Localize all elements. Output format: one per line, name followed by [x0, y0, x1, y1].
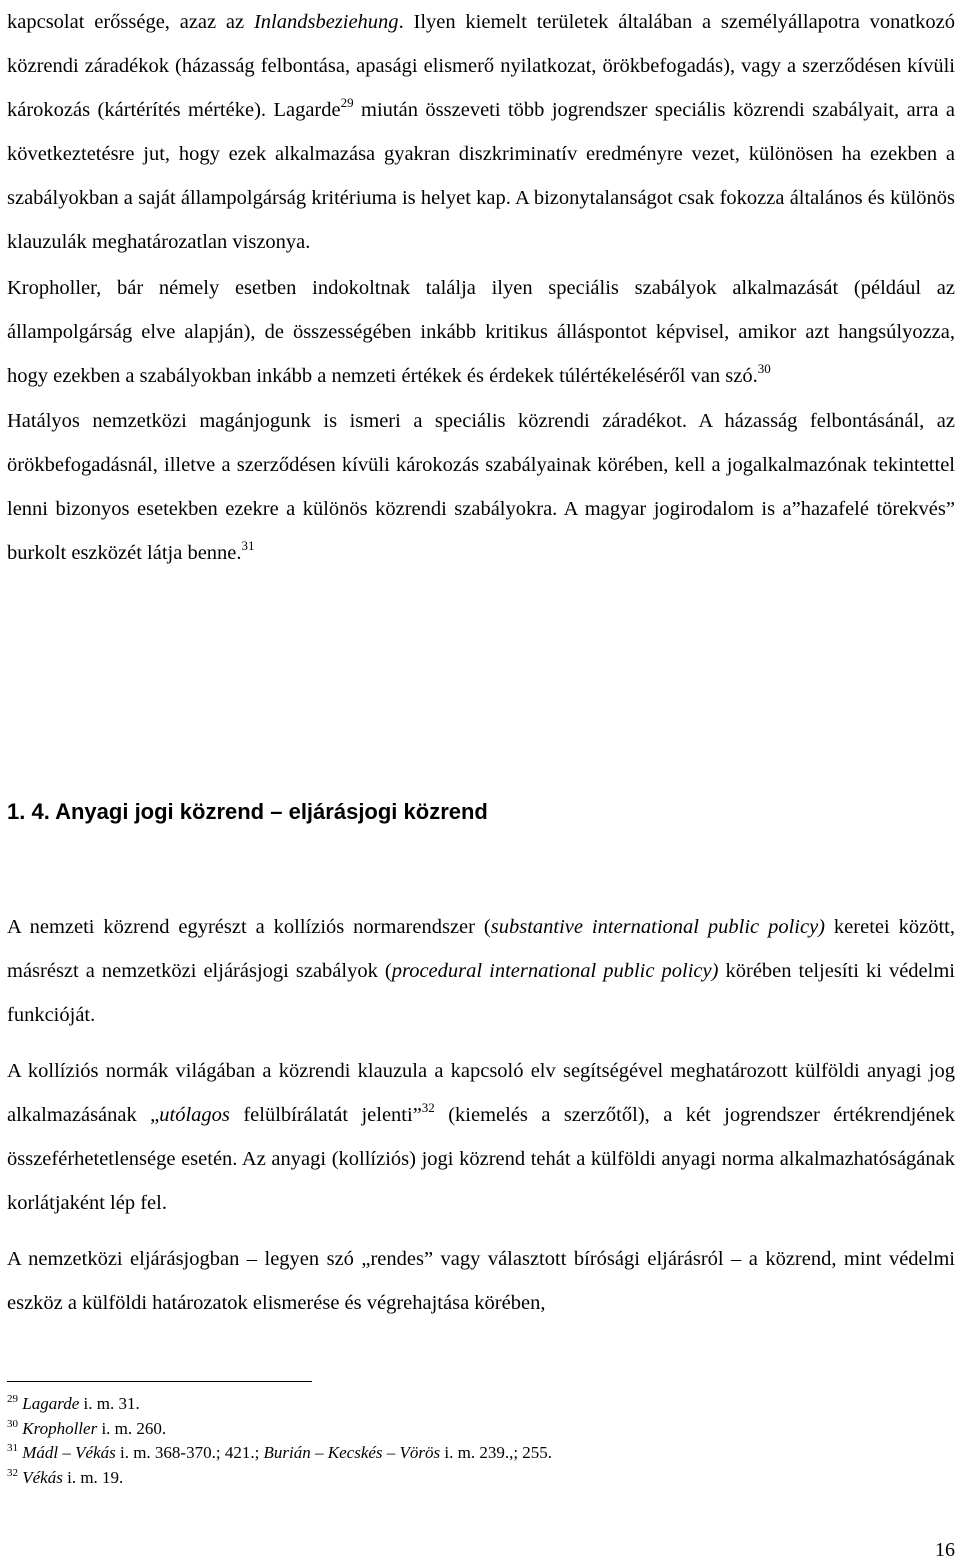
- footnote-ref-31: 31: [241, 538, 255, 553]
- footnote-32: $^{32}$ Vékás i. m. 19.: [7, 1466, 124, 1487]
- footnotes: [7, 1392, 907, 1490]
- paragraph-nemzeti-kozrend: A nemzeti közrend egyrészt a kollíziós normarendszer (substantive international public policy) keretei között, másrészt a nemzetközi eljárásjogi szabályok (procedural international public policy) körében teljesíti ki védelmi funkcióját.: [7, 916, 955, 1026]
- footnote-29: $^{29}$ Lagarde i. m. 31.: [7, 1393, 140, 1413]
- page-number: 16: [935, 1539, 955, 1561]
- footnote-ref-30: 30: [757, 361, 771, 376]
- footnote-30: $^{30}$ Kropholler i. m. 260.: [7, 1417, 167, 1438]
- body-text-bottom: [7, 905, 955, 1325]
- paragraph-lagarde: kapcsolat erőssége, azaz az Inlandsbeziehung. Ilyen kiemelt területek általában a személyállapotra vonatkozó közrendi záradékok (házasság felbontása, apasági elismerő nyilatkozat, örökbefogadás), vagy a szerződésen kívüli károkozás (kártérítés mértéke). Lagarde$^{29}$ miután összeveti több jogrendszer speciális közrendi szabályait, arra a következtetésre jut, hogy ezek alkalmazása gyakran diszkriminatív eredményre vezet, különösen ha ezekben a szabályokban a saját állampolgárság kritériuma is helyet kap. A bizonytalanságot csak fokozza általános és különös klauzulák meghatározatlan viszonya.: [7, 11, 955, 253]
- section-heading: 1. 4. Anyagi jogi közrend – eljárásjogi közrend: [7, 799, 488, 824]
- footnote-divider: [7, 1381, 312, 1382]
- paragraph-kollizios: A kollíziós normák világában a közrendi klauzula a kapcsoló elv segítségével meghatározott külföldi anyagi jog alkalmazásának „utólagos felülbírálatát jelenti”$^{32}$ (kiemelés a szerzőtől), a két jogrendszer értékrendjének összeférhetetlensége esetén. Az anyagi (kollíziós) jogi közrend tehát a külföldi anyagi norma alkalmazhatóságának korlátjaként lép fel.: [7, 1060, 955, 1214]
- footnote-31: $^{31}$ Mádl – Vékás i. m. 368-370.; 421.; Burián – Kecskés – Vörös i. m. 239.,; 255.: [7, 1442, 553, 1462]
- italic-term: utólagos: [159, 1104, 230, 1126]
- italic-term: procedural international public policy): [391, 960, 719, 982]
- italic-term: Inlandsbeziehung: [253, 11, 399, 33]
- paragraph-hatalyos: Hatályos nemzetközi magánjogunk is ismeri a speciális közrendi záradékot. A házasság felbontásánál, az örökbefogadásnál, illetve a szerződésen kívüli károkozás szabályainak körében, kell a jogalkalmazónak tekintettel lenni bizonyos esetekben ezekre a különös közrendi szabályokra. A magyar jogirodalom is a”hazafelé törekvés” burkolt eszközét látja benne.$^{31}$: [7, 410, 955, 564]
- paragraph-kropholler: Kropholler, bár némely esetben indokoltnak találja ilyen speciális szabályok alkalmazását (például az állampolgárság elve alapján), de összességében inkább kritikus álláspontot képvisel, amikor azt hangsúlyozza, hogy ezekben a szabályokban inkább a nemzeti értékek és érdekek túlértékeléséről van szó.$^{30}$: [7, 277, 955, 387]
- italic-term: substantive international public policy): [490, 916, 825, 938]
- paragraph-eljarasjog: A nemzetközi eljárásjogban – legyen szó „rendes” vagy választott bírósági eljárásról – a közrend, mint védelmi eszköz a külföldi határozatok elismerése és végrehajtása körében,: [7, 1248, 955, 1314]
- footnote-ref-29: 29: [340, 95, 354, 110]
- footnote-ref-32: 32: [421, 1100, 435, 1115]
- body-text-top: [7, 0, 955, 575]
